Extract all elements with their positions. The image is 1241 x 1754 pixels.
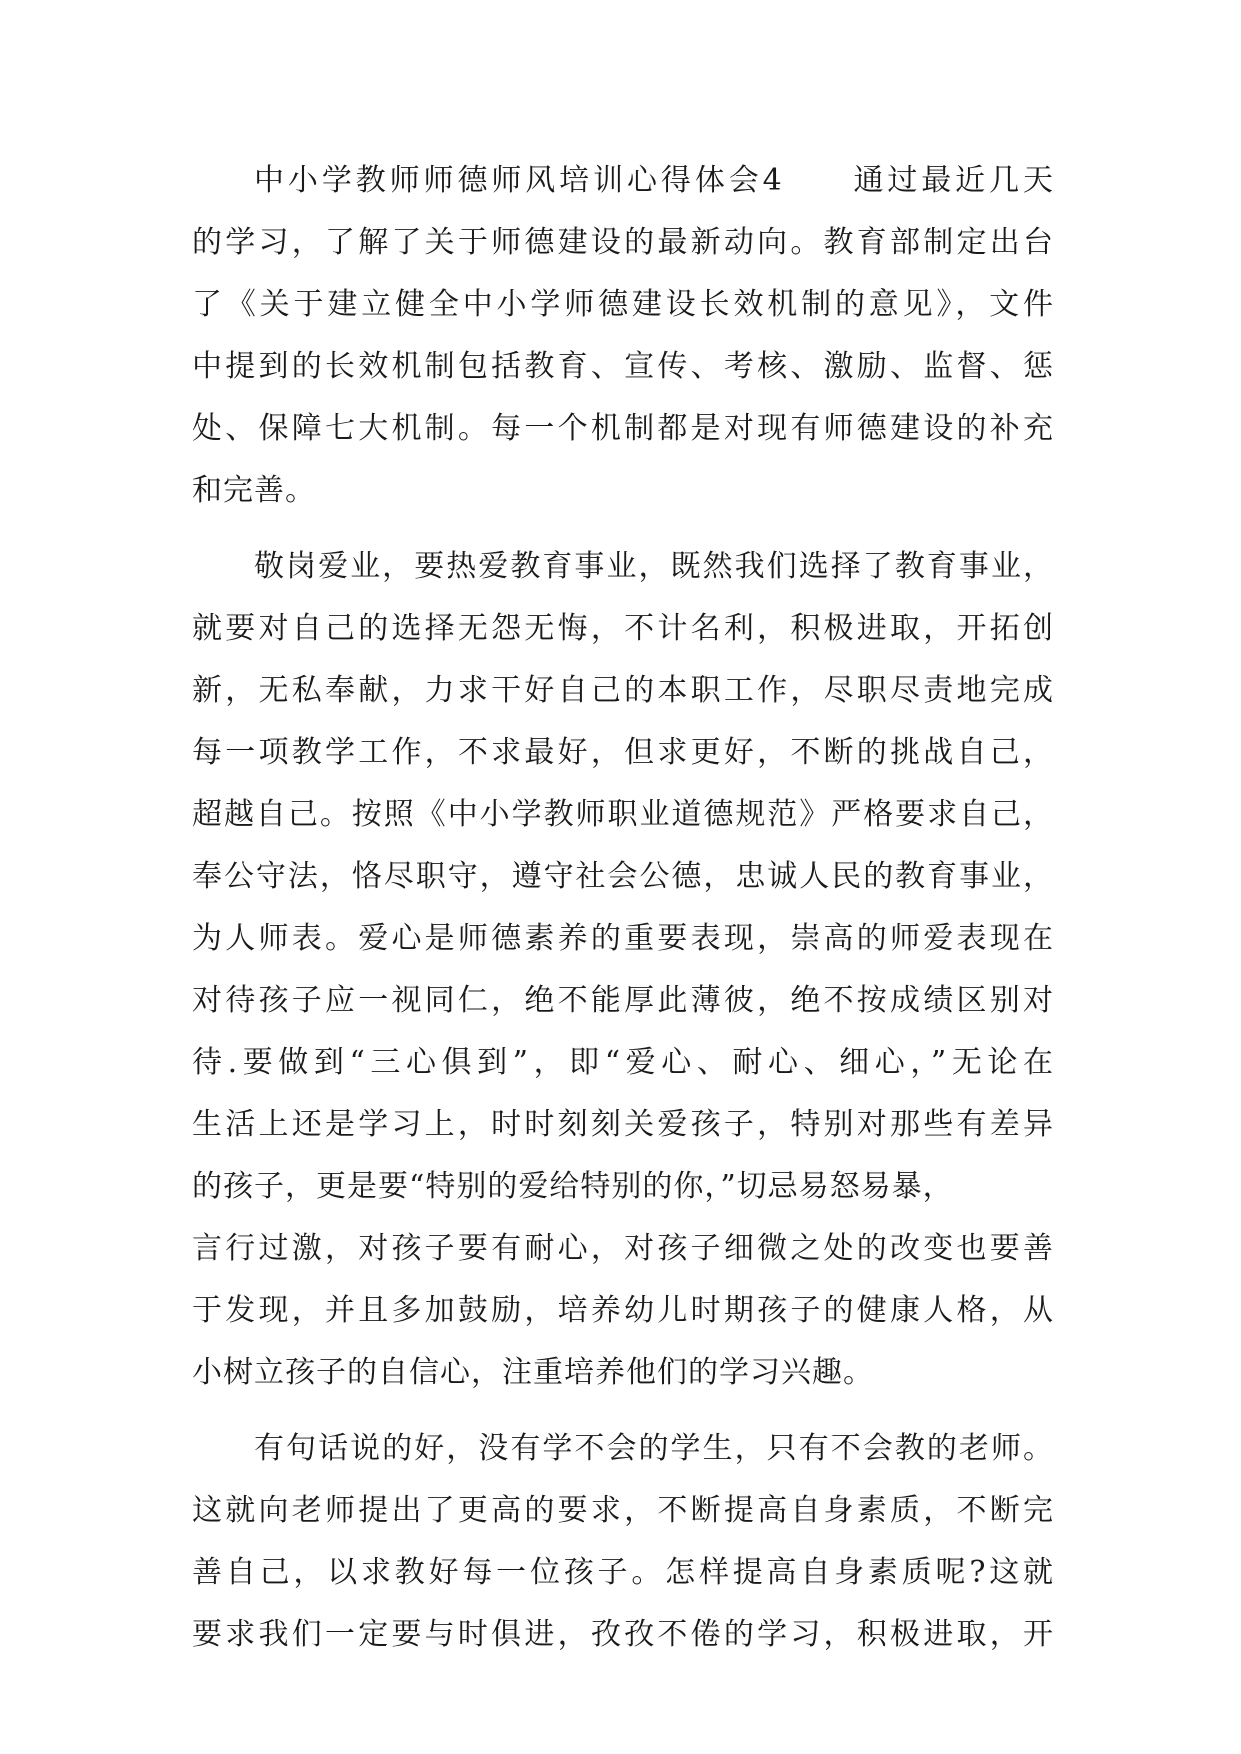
paragraph-2-line-3: 新，无私奉献，力求干好自己的本职工作，尽职尽责地完成 (192, 673, 1054, 708)
paragraph-2-line-8: 对待孩子应一视同仁，绝不能厚此薄彼，绝不按成绩区别对 (192, 983, 1054, 1018)
paragraph-3-line-3: 善自己，以求教好每一位孩子。怎样提高自身素质呢?这就 (192, 1555, 1054, 1590)
document-body (192, 150, 1054, 1666)
paragraph-3-line-2: 这就向老师提出了更高的要求，不断提高自身素质，不断完 (192, 1493, 1054, 1528)
paragraph-2-line-7: 为人师表。爱心是师德素养的重要表现，崇高的师爱表现在 (192, 921, 1054, 956)
paragraph-2-line-9: 待.要做到“三心俱到”，即“爱心、耐心、细心，”无论在 (192, 1045, 1054, 1080)
paragraph-1-line-2: 的学习，了解了关于师德建设的最新动向。教育部制定出台 (192, 225, 1054, 260)
paragraph-2-line-10: 生活上还是学习上，时时刻刻关爱孩子，特别对那些有差异 (192, 1107, 1054, 1142)
paragraph-2-line-11: 的孩子，更是要“特别的爱给特别的你，”切忌易怒易暴， (192, 1169, 954, 1204)
paragraph-spacer (192, 1404, 1054, 1418)
paragraph-2-line-4: 每一项教学工作，不求最好，但求更好，不断的挑战自己， (192, 735, 1054, 770)
paragraph-2-line-2: 就要对自己的选择无怨无悔，不计名利，积极进取，开拓创 (192, 611, 1054, 646)
paragraph-2-line-5: 超越自己。按照《中小学教师职业道德规范》严格要求自己， (192, 797, 1054, 832)
paragraph-1-line-4: 中提到的长效机制包括教育、宣传、考核、激励、监督、惩 (192, 349, 1054, 384)
paragraph-spacer (192, 522, 1054, 536)
paragraph-1-line-6: 和完善。 (192, 473, 316, 508)
paragraph-3-line-1: 有句话说的好，没有学不会的学生，只有不会教的老师。 (254, 1431, 1054, 1466)
paragraph-1-line-1: 中小学教师师德师风培训心得体会4 通过最近几天 (254, 163, 1054, 198)
paragraph-3-line-4: 要求我们一定要与时俱进，孜孜不倦的学习，积极进取，开 (192, 1617, 1054, 1652)
paragraph-2-line-14: 小树立孩子的自信心，注重培养他们的学习兴趣。 (192, 1355, 874, 1390)
paragraph-2-line-13: 于发现，并且多加鼓励，培养幼儿时期孩子的健康人格，从 (192, 1293, 1054, 1328)
paragraph-2-line-12: 言行过激，对孩子要有耐心，对孩子细微之处的改变也要善 (192, 1231, 1054, 1266)
paragraph-1-line-3: 了《关于建立健全中小学师德建设长效机制的意见》，文件 (192, 287, 1054, 322)
paragraph-1-line-5: 处、保障七大机制。每一个机制都是对现有师德建设的补充 (192, 411, 1054, 446)
paragraph-2-line-6: 奉公守法，恪尽职守，遵守社会公德，忠诚人民的教育事业， (192, 859, 1054, 894)
paragraph-2-line-1: 敬岗爱业，要热爱教育事业，既然我们选择了教育事业， (254, 549, 1054, 584)
